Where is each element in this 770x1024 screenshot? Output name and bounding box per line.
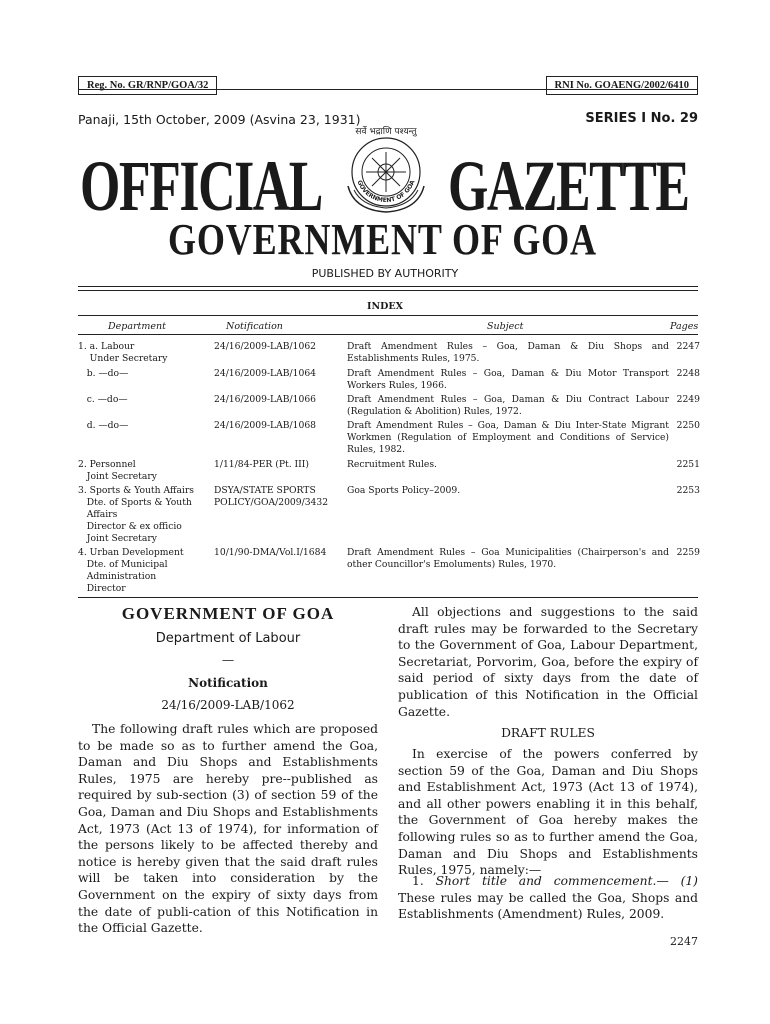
masthead-official: OFFICIAL bbox=[80, 146, 322, 226]
index-row-notification: 24/16/2009-LAB/1064 bbox=[214, 368, 317, 379]
objections-paragraph: All objections and suggestions to the said draft rules may be forwarded to the Secretary to the Government of Goa, Labour Department, Secretariat, Porvorim, Goa, before the expiry of said period of sixty days from the date of publication of this Notification in the Official Gazette. bbox=[398, 605, 698, 719]
notification-body: The following draft rules which are proposed to be made so as to further amend the Goa, Daman and Diu Shops and Establishments Rules, 1975 are hereby pre--published as required by sub-section (3) of section 59 of the Goa, Daman and Diu Shops and Establishments Act, 1973 (Act 13 of 1974), for information of the persons likely to be affected thereby and notice is hereby given that the said draft rules will be taken into consideration by the Government on the expiry of sixty days from the date of publi-cation of this Notification in the Official Gazette. bbox=[78, 722, 378, 936]
government-of-goa-title: GOVERNMENT OF GOA bbox=[168, 215, 597, 264]
index-row-dept: b. —do— bbox=[78, 368, 129, 379]
index-row-page: 2251 bbox=[676, 459, 700, 470]
index-row-subject: Draft Amendment Rules – Goa Municipalities (Chairperson's and other Councillor's Emoluments) Rules, 1970. bbox=[347, 547, 669, 570]
index-row-subject: Draft Amendment Rules – Goa, Daman & Diu Shops and Establishments Rules, 1975. bbox=[347, 341, 669, 364]
index-header-notification: Notification bbox=[226, 321, 283, 332]
registration-number: Reg. No. GR/RNP/GOA/32 bbox=[78, 76, 217, 95]
index-row-dept: 1. a. Labour Under Secretary bbox=[78, 341, 168, 364]
rule bbox=[78, 334, 698, 335]
rule bbox=[78, 597, 698, 598]
index-row-page: 2250 bbox=[676, 420, 700, 431]
index-row-dept: d. —do— bbox=[78, 420, 129, 431]
rule bbox=[78, 286, 698, 287]
masthead-gazette: GAZETTE bbox=[448, 146, 689, 226]
index-row-dept: c. —do— bbox=[78, 394, 128, 405]
rule bbox=[78, 315, 698, 316]
index-row-notification: 24/16/2009-LAB/1068 bbox=[214, 420, 317, 431]
series-number: SERIES I No. 29 bbox=[585, 111, 698, 126]
index-row-page: 2253 bbox=[676, 485, 700, 496]
emblem-motto: सर्वे भद्राणि पश्यन्तु bbox=[355, 127, 417, 137]
department-name: Department of Labour bbox=[155, 631, 301, 646]
page-number: 2247 bbox=[670, 935, 698, 948]
issue-date: Panaji, 15th October, 2009 (Asvina 23, 1931) bbox=[78, 112, 361, 127]
notification-number: 24/16/2009-LAB/1062 bbox=[161, 698, 295, 712]
rule bbox=[78, 290, 698, 291]
index-header-pages: Pages bbox=[670, 321, 699, 332]
index-row-dept: 3. Sports & Youth Affairs Dte. of Sports & Youth Affairs Director & ex officio Joint Secretary bbox=[78, 485, 194, 544]
index-row-notification: DSYA/STATE SPORTS POLICY/GOA/2009/3432 bbox=[214, 485, 329, 508]
draft-rules-heading: DRAFT RULES bbox=[501, 726, 595, 740]
index-title: INDEX bbox=[367, 301, 403, 312]
index-row-subject: Draft Amendment Rules – Goa, Daman & Diu Motor Transport Workers Rules, 1966. bbox=[347, 368, 669, 391]
index-row-subject: Goa Sports Policy–2009. bbox=[347, 485, 461, 496]
index-row-subject: Recruitment Rules. bbox=[347, 459, 437, 470]
separator-dash: — bbox=[221, 653, 235, 667]
header-rule bbox=[78, 89, 698, 90]
published-by-authority: PUBLISHED BY AUTHORITY bbox=[311, 267, 459, 280]
notification-label: Notification bbox=[188, 676, 268, 690]
index-row-notification: 10/1/90-DMA/Vol.I/1684 bbox=[214, 547, 327, 558]
rule-1-title: Short title and commencement. bbox=[435, 874, 657, 888]
rni-number: RNI No. GOAENG/2002/6410 bbox=[546, 76, 698, 95]
section-heading: GOVERNMENT OF GOA bbox=[121, 604, 335, 623]
index-header-subject: Subject bbox=[487, 321, 524, 332]
index-row-notification: 24/16/2009-LAB/1066 bbox=[214, 394, 317, 405]
index-row-page: 2259 bbox=[676, 547, 700, 558]
index-row-dept: 2. Personnel Joint Secretary bbox=[78, 459, 157, 482]
enacting-paragraph: In exercise of the powers conferred by section 59 of the Goa, Daman and Diu Shops and Establishment Act, 1973 (Act 13 of 1974), and all other powers enabling it in this behalf, the Government of Goa hereby makes the following rules so as to further amend the Goa, Daman and Diu Shops and Establishments Rules, 1975, namely:— bbox=[398, 747, 698, 878]
index-row-notification: 24/16/2009-LAB/1062 bbox=[214, 341, 317, 352]
index-row-page: 2247 bbox=[676, 341, 700, 352]
rule-1-paragraph: 1. Short title and commencement.— (1) These rules may be called the Goa, Shops and Establishments (Amendment) Rules, 2009. bbox=[398, 874, 698, 922]
index-row-subject: Draft Amendment Rules – Goa, Daman & Diu Inter-State Migrant Workmen (Regulation of Employment and Conditions of Service) Rules, 1982. bbox=[347, 420, 669, 455]
index-row-subject: Draft Amendment Rules – Goa, Daman & Diu Contract Labour (Regulation & Abolition) Rules, 1972. bbox=[347, 394, 669, 417]
index-header-department: Department bbox=[108, 321, 166, 332]
goa-emblem bbox=[334, 120, 438, 224]
index-row-notification: 1/11/84-PER (Pt. III) bbox=[214, 459, 310, 470]
index-row-dept: 4. Urban Development Dte. of Municipal Administration Director bbox=[78, 547, 184, 594]
index-row-page: 2249 bbox=[676, 394, 700, 405]
emblem-ring-text: GOVERNMENT OF GOA bbox=[355, 179, 417, 205]
index-row-page: 2248 bbox=[676, 368, 700, 379]
